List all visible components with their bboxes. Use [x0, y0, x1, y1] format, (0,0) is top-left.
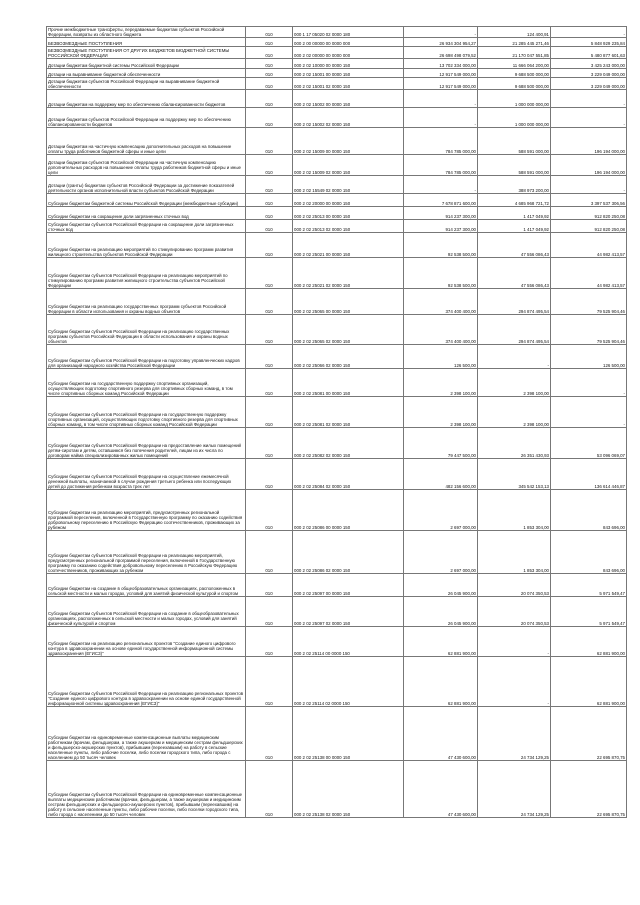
row-approved-amount: 374 400 400,00: [404, 315, 478, 345]
row-line-code: 010: [246, 220, 293, 233]
row-remaining-amount: 5 971 549,47: [551, 597, 627, 627]
row-name: Субсидии бюджетам субъектов Российской Федерации на сокращение доли загрязненных сточных вод: [47, 220, 246, 233]
table-row: [47, 459, 627, 490]
row-budget-classification-code: 000 2 02 15009 02 0000 150: [293, 155, 404, 176]
row-budget-classification-code: 000 2 02 25084 02 0000 150: [293, 459, 404, 490]
table-row: [47, 531, 627, 574]
row-name: Субсидии бюджетам субъектов Российской Федерации на реализацию государственных программ субъектов Российской Федерации в области использования и охраны водных объектов: [47, 315, 246, 345]
row-executed-amount: 1 417 049,92: [478, 207, 551, 220]
row-approved-amount: 26 045 900,00: [404, 597, 478, 627]
row-name: Дотации бюджетам на частичную компенсацию дополнительных расходов на повышение оплаты труда работников бюджетной сферы и иные цели: [47, 128, 246, 155]
row-remaining-amount: 912 820 250,08: [551, 207, 627, 220]
row-executed-amount: 1 853 304,00: [478, 490, 551, 531]
row-approved-amount: 79 447 500,00: [404, 428, 478, 459]
row-name: Субсидии бюджетам на реализацию региональных проектов "Создание единого цифрового контура в здравоохранении на основе единой государственной информационной системы здравоохранения (ЕГИСЗ)": [47, 627, 246, 657]
row-line-code: 010: [246, 176, 293, 194]
table-row: [47, 627, 627, 657]
row-approved-amount: 12 917 549 000,00: [404, 69, 478, 78]
table-row: [47, 155, 627, 176]
row-executed-amount: 9 688 500 000,00: [478, 69, 551, 78]
row-name: Прочие межбюджетные трансферты, передаваемые бюджетам субъектов Российской Федерации, возвраты из областного бюджета: [47, 27, 246, 38]
row-line-code: 010: [246, 657, 293, 707]
row-executed-amount: 1 417 049,92: [478, 220, 551, 233]
row-line-code: 010: [246, 108, 293, 128]
row-line-code: 010: [246, 707, 293, 761]
row-line-code: 010: [246, 78, 293, 90]
row-name: Субсидии бюджетам на реализацию мероприятий, предусмотренных региональной программой переселения, включенной в Государственную программу по оказанию содействия добровольному переселению в Российскую Федерацию соотечественников, проживающих за рубежом: [47, 490, 246, 531]
row-name: Субсидии бюджетам на единовременные компенсационные выплаты медицинским работникам (врачам, фельдшерам, а также акушеркам и медицинским сестрам фельдшерских и фельдшерско-акушерских пунктов), прибывшим (переехавшим) на работу в сельские населенные пункты, либо рабочие поселки, либо поселки городского типа, либо города с населением до 50 тысяч человек: [47, 707, 246, 761]
row-line-code: 010: [246, 531, 293, 574]
row-remaining-amount: 3 229 049 000,00: [551, 69, 627, 78]
row-executed-amount: 11 666 064 200,00: [478, 59, 551, 69]
row-budget-classification-code: 000 2 02 15001 00 0000 150: [293, 69, 404, 78]
row-remaining-amount: 79 525 904,46: [551, 315, 627, 345]
budget-revenue-table: [46, 26, 627, 818]
row-remaining-amount: 79 525 904,46: [551, 289, 627, 315]
table-row: [47, 761, 627, 818]
table-row: [47, 220, 627, 233]
row-executed-amount: 47 556 086,43: [478, 233, 551, 258]
row-name: Дотации бюджетам субъектов Российской Федерации на поддержку мер по обеспечению сбалансированности бюджетов: [47, 108, 246, 128]
table-row: [47, 194, 627, 207]
row-executed-amount: 588 591 000,00: [478, 128, 551, 155]
row-remaining-amount: 22 695 870,75: [551, 761, 627, 818]
row-remaining-amount: 44 982 413,57: [551, 258, 627, 289]
row-remaining-amount: 196 194 000,00: [551, 155, 627, 176]
row-remaining-amount: -: [551, 90, 627, 108]
row-approved-amount: 47 430 600,00: [404, 707, 478, 761]
table-row: [47, 345, 627, 369]
row-executed-amount: -: [478, 345, 551, 369]
row-approved-amount: 47 430 600,00: [404, 761, 478, 818]
row-remaining-amount: 62 881 900,00: [551, 627, 627, 657]
row-name: Дотации на выравнивание бюджетной обеспеченности: [47, 69, 246, 78]
row-line-code: 010: [246, 761, 293, 818]
row-executed-amount: 345 542 153,13: [478, 459, 551, 490]
row-executed-amount: -: [478, 657, 551, 707]
row-name: Субсидии бюджетам субъектов Российской Федерации на предоставление жилых помещений детям-сиротам и детям, оставшимся без попечения родителей, лицам из их числа по договорам найма специализированных жилых помещений: [47, 428, 246, 459]
row-executed-amount: 47 556 086,43: [478, 258, 551, 289]
row-approved-amount: 914 237 300,00: [404, 220, 478, 233]
row-executed-amount: 294 874 495,54: [478, 315, 551, 345]
table-row: [47, 369, 627, 397]
row-line-code: 010: [246, 233, 293, 258]
row-name: Субсидии бюджетам на государственную поддержку спортивных организаций, осуществляющих подготовку спортивного резерва для спортивных сборных команд, в том числе спортивных сборных команд Российской Федерации: [47, 369, 246, 397]
row-name: Субсидии бюджетам на реализацию мероприятий по стимулированию программ развития жилищного строительства субъектов Российской Федерации: [47, 233, 246, 258]
row-name: БЕЗВОЗМЕЗДНЫЕ ПОСТУПЛЕНИЯ: [47, 38, 246, 47]
row-line-code: 010: [246, 369, 293, 397]
table-row: [47, 38, 627, 47]
row-remaining-amount: 3 229 049 000,00: [551, 78, 627, 90]
row-name: Субсидии бюджетам субъектов Российской Федерации на государственную поддержку спортивных организаций, осуществляющих подготовку спортивного резерва для спортивных сборных команд, в том числе спортивных сборных команд Российской Федерации: [47, 397, 246, 428]
row-budget-classification-code: 000 2 02 15009 00 0000 150: [293, 128, 404, 155]
row-budget-classification-code: 000 2 02 25114 02 0000 150: [293, 657, 404, 707]
table-row: [47, 707, 627, 761]
row-approved-amount: 784 785 000,00: [404, 155, 478, 176]
row-executed-amount: 124 400,91: [478, 27, 551, 38]
row-executed-amount: 4 685 968 721,72: [478, 194, 551, 207]
table-row: [47, 258, 627, 289]
row-budget-classification-code: 000 2 02 25021 00 0000 150: [293, 233, 404, 258]
row-budget-classification-code: 000 2 02 25021 02 0000 150: [293, 258, 404, 289]
row-approved-amount: 26 045 900,00: [404, 574, 478, 597]
row-budget-classification-code: 000 2 02 25086 00 0000 150: [293, 490, 404, 531]
row-line-code: 010: [246, 207, 293, 220]
row-executed-amount: 21 285 445 271,46: [478, 38, 551, 47]
row-budget-classification-code: 000 2 02 25086 02 0000 150: [293, 531, 404, 574]
table-row: [47, 315, 627, 345]
row-executed-amount: 26 351 430,93: [478, 428, 551, 459]
row-executed-amount: 24 734 129,25: [478, 761, 551, 818]
row-budget-classification-code: 000 2 02 25081 00 0000 150: [293, 369, 404, 397]
table-row: [47, 90, 627, 108]
row-approved-amount: 92 538 500,00: [404, 233, 478, 258]
row-name: Субсидии бюджетам бюджетной системы Российской Федерации (межбюджетные субсидии): [47, 194, 246, 207]
table-row: [47, 657, 627, 707]
row-line-code: 010: [246, 345, 293, 369]
row-budget-classification-code: 000 2 02 25013 02 0000 150: [293, 220, 404, 233]
row-name: Субсидии бюджетам субъектов Российской Федерации на реализацию региональных проектов "Создание единого цифрового контура в здравоохранении на основе единой государственной информационной системы здравоохранения (ЕГИСЗ)": [47, 657, 246, 707]
row-remaining-amount: 53 096 069,07: [551, 428, 627, 459]
row-executed-amount: 588 591 000,00: [478, 155, 551, 176]
row-name: Дотации бюджетам на поддержку мер по обеспечению сбалансированности бюджетов: [47, 90, 246, 108]
row-remaining-amount: 44 982 413,57: [551, 233, 627, 258]
row-executed-amount: 2 398 100,00: [478, 397, 551, 428]
row-line-code: 010: [246, 69, 293, 78]
row-line-code: 010: [246, 128, 293, 155]
row-line-code: 010: [246, 490, 293, 531]
row-approved-amount: 2 398 100,00: [404, 369, 478, 397]
row-executed-amount: 1 000 000 000,00: [478, 108, 551, 128]
row-approved-amount: 914 237 300,00: [404, 207, 478, 220]
table-row: [47, 397, 627, 428]
row-approved-amount: 2 697 000,00: [404, 531, 478, 574]
row-remaining-amount: 62 881 900,00: [551, 657, 627, 707]
row-line-code: 010: [246, 428, 293, 459]
table-row: [47, 233, 627, 258]
row-budget-classification-code: 000 2 02 25097 02 0000 150: [293, 597, 404, 627]
table-row: [47, 176, 627, 194]
row-executed-amount: 1 853 304,00: [478, 531, 551, 574]
row-budget-classification-code: 000 2 02 25065 00 0000 150: [293, 289, 404, 315]
row-approved-amount: 26 934 304 954,27: [404, 38, 478, 47]
table-row: [47, 59, 627, 69]
row-budget-classification-code: 000 2 02 25081 02 0000 150: [293, 397, 404, 428]
row-budget-classification-code: 000 2 02 25065 02 0000 150: [293, 315, 404, 345]
row-line-code: 010: [246, 27, 293, 38]
row-name: Субсидии бюджетам субъектов Российской Федерации на единовременные компенсационные выплаты медицинским работникам (врачам, фельдшерам, а также акушеркам и медицинским сестрам фельдшерских и фельдшерско-акушерских пунктов), прибывшим (переехавшим) на работу в сельские населенные пункты, либо рабочие поселки, либо поселки городского типа, либо города с населением до 50 тысяч человек: [47, 761, 246, 818]
table-row: [47, 78, 627, 90]
row-remaining-amount: 3 425 243 000,00: [551, 59, 627, 69]
row-approved-amount: 2 398 100,00: [404, 397, 478, 428]
row-executed-amount: 20 074 350,53: [478, 574, 551, 597]
row-remaining-amount: 5 971 549,47: [551, 574, 627, 597]
row-remaining-amount: 5 848 929 235,84: [551, 38, 627, 47]
row-remaining-amount: -: [551, 176, 627, 194]
row-name: Субсидии бюджетам субъектов Российской Федерации на создание в общеобразовательных организациях, расположенных в сельской местности и малых городах, условий для занятий физической культурой и спортом: [47, 597, 246, 627]
row-budget-classification-code: 000 2 02 15002 02 0000 150: [293, 108, 404, 128]
row-line-code: 010: [246, 289, 293, 315]
row-approved-amount: 62 881 900,00: [404, 657, 478, 707]
row-remaining-amount: 126 500,00: [551, 345, 627, 369]
row-remaining-amount: -: [551, 369, 627, 397]
row-name: Дотации бюджетам субъектов Российской Федерации на частичную компенсацию дополнительных расходов на повышение оплаты труда работников бюджетной сферы и иные цели: [47, 155, 246, 176]
table-row: [47, 128, 627, 155]
row-budget-classification-code: 000 2 02 10000 00 0000 150: [293, 59, 404, 69]
row-line-code: 010: [246, 597, 293, 627]
row-budget-classification-code: 000 2 02 20000 00 0000 150: [293, 194, 404, 207]
row-line-code: 010: [246, 574, 293, 597]
row-line-code: 010: [246, 90, 293, 108]
row-approved-amount: 12 917 549 000,00: [404, 78, 478, 90]
row-remaining-amount: 136 614 446,87: [551, 459, 627, 490]
row-executed-amount: 2 398 100,00: [478, 369, 551, 397]
row-executed-amount: -: [478, 627, 551, 657]
row-line-code: 010: [246, 397, 293, 428]
row-budget-classification-code: 000 2 02 00000 00 0000 000: [293, 47, 404, 59]
row-approved-amount: -: [404, 108, 478, 128]
table-row: [47, 27, 627, 38]
row-budget-classification-code: 000 2 02 25097 00 0000 150: [293, 574, 404, 597]
row-budget-classification-code: 000 2 00 00000 00 0000 000: [293, 38, 404, 47]
row-line-code: 010: [246, 459, 293, 490]
row-remaining-amount: 843 696,00: [551, 531, 627, 574]
row-name: Дотации (гранты) бюджетам субъектов Российской Федерации за достижение показателей деятельности органов исполнительной власти субъектов Российской Федерации: [47, 176, 246, 194]
row-budget-classification-code: 000 2 02 25114 00 0000 150: [293, 627, 404, 657]
row-remaining-amount: 912 820 250,08: [551, 220, 627, 233]
row-line-code: 010: [246, 194, 293, 207]
row-budget-classification-code: 000 1 17 05020 02 0000 180: [293, 27, 404, 38]
row-remaining-amount: -: [551, 108, 627, 128]
row-approved-amount: 784 785 000,00: [404, 128, 478, 155]
row-executed-amount: 24 734 129,25: [478, 707, 551, 761]
row-remaining-amount: 843 696,00: [551, 490, 627, 531]
row-name: Субсидии бюджетам субъектов Российской Федерации на осуществление ежемесячной денежной выплаты, назначаемой в случае рождения третьего ребенка или последующих детей до достижения ребенком возраста трех лет: [47, 459, 246, 490]
table-row: [47, 597, 627, 627]
row-name: Субсидии бюджетам на сокращение доли загрязненных сточных вод: [47, 207, 246, 220]
row-name: Субсидии бюджетам на создание в общеобразовательных организациях, расположенных в сельской местности и малых городах, условий для занятий физической культурой и спортом: [47, 574, 246, 597]
row-approved-amount: 126 500,00: [404, 345, 478, 369]
row-executed-amount: 9 688 500 000,00: [478, 78, 551, 90]
row-name: Субсидии бюджетам на реализацию государственных программ субъектов Российской Федерации в области использования и охраны водных объектов: [47, 289, 246, 315]
row-name: БЕЗВОЗМЕЗДНЫЕ ПОСТУПЛЕНИЯ ОТ ДРУГИХ БЮДЖЕТОВ БЮДЖЕТНОЙ СИСТЕМЫ РОССИЙСКОЙ ФЕДЕРАЦИИ: [47, 47, 246, 59]
row-approved-amount: 92 538 500,00: [404, 258, 478, 289]
row-budget-classification-code: 000 2 02 25138 02 0000 150: [293, 761, 404, 818]
table-row: [47, 428, 627, 459]
row-executed-amount: 294 874 495,54: [478, 289, 551, 315]
row-executed-amount: 21 170 047 551,85: [478, 47, 551, 59]
row-line-code: 010: [246, 258, 293, 289]
row-budget-classification-code: 000 2 02 25082 02 0000 150: [293, 428, 404, 459]
row-name: Субсидии бюджетам субъектов Российской Федерации на реализацию мероприятий, предусмотренных региональной программой переселения, включенной в Государственную программу по оказанию содействия добровольному переселению в Российскую Федерацию соотечественников, проживающих за рубежом: [47, 531, 246, 574]
row-line-code: 010: [246, 155, 293, 176]
table-row: [47, 108, 627, 128]
row-line-code: 010: [246, 315, 293, 345]
row-approved-amount: -: [404, 176, 478, 194]
row-remaining-amount: -: [551, 397, 627, 428]
table-row: [47, 69, 627, 78]
row-budget-classification-code: 000 2 02 15549 02 0000 150: [293, 176, 404, 194]
row-approved-amount: 2 697 000,00: [404, 490, 478, 531]
row-line-code: 010: [246, 59, 293, 69]
row-name: Субсидии бюджетам субъектов Российской Федерации на реализацию мероприятий по стимулированию программ развития жилищного строительства субъектов Российской Федерации: [47, 258, 246, 289]
row-budget-classification-code: 000 2 02 25066 02 0000 150: [293, 345, 404, 369]
row-approved-amount: -: [404, 90, 478, 108]
row-executed-amount: 1 000 000 000,00: [478, 90, 551, 108]
table-row: [47, 490, 627, 531]
row-name: Дотации бюджетам субъектов Российской Федерации на выравнивание бюджетной обеспеченности: [47, 78, 246, 90]
row-approved-amount: 7 678 871 600,00: [404, 194, 478, 207]
row-budget-classification-code: 000 2 02 15001 02 0000 150: [293, 78, 404, 90]
row-budget-classification-code: 000 2 02 25138 00 0000 150: [293, 707, 404, 761]
row-approved-amount: -: [404, 27, 478, 38]
row-executed-amount: 388 973 200,00: [478, 176, 551, 194]
row-approved-amount: 374 400 400,00: [404, 289, 478, 315]
table-row: [47, 574, 627, 597]
row-remaining-amount: 22 695 870,75: [551, 707, 627, 761]
row-budget-classification-code: 000 2 02 25013 00 0000 150: [293, 207, 404, 220]
table-row: [47, 289, 627, 315]
row-approved-amount: 13 702 334 000,00: [404, 59, 478, 69]
row-approved-amount: 62 881 900,00: [404, 627, 478, 657]
table-body: [47, 27, 627, 818]
row-executed-amount: 20 074 350,53: [478, 597, 551, 627]
row-remaining-amount: 196 194 000,00: [551, 128, 627, 155]
row-remaining-amount: -: [551, 27, 627, 38]
row-approved-amount: 26 698 498 079,52: [404, 47, 478, 59]
table-row: [47, 47, 627, 59]
row-budget-classification-code: 000 2 02 15002 00 0000 150: [293, 90, 404, 108]
row-approved-amount: 482 156 600,00: [404, 459, 478, 490]
row-line-code: 010: [246, 47, 293, 59]
row-name: Дотации бюджетам бюджетной системы Российской Федерации: [47, 59, 246, 69]
row-remaining-amount: 3 397 537 306,56: [551, 194, 627, 207]
row-line-code: 010: [246, 38, 293, 47]
row-line-code: 010: [246, 627, 293, 657]
row-remaining-amount: 5 480 877 601,63: [551, 47, 627, 59]
table-row: [47, 207, 627, 220]
row-name: Субсидии бюджетам субъектов Российской Федерации на подготовку управленческих кадров для организаций народного хозяйства Российской Федерации: [47, 345, 246, 369]
